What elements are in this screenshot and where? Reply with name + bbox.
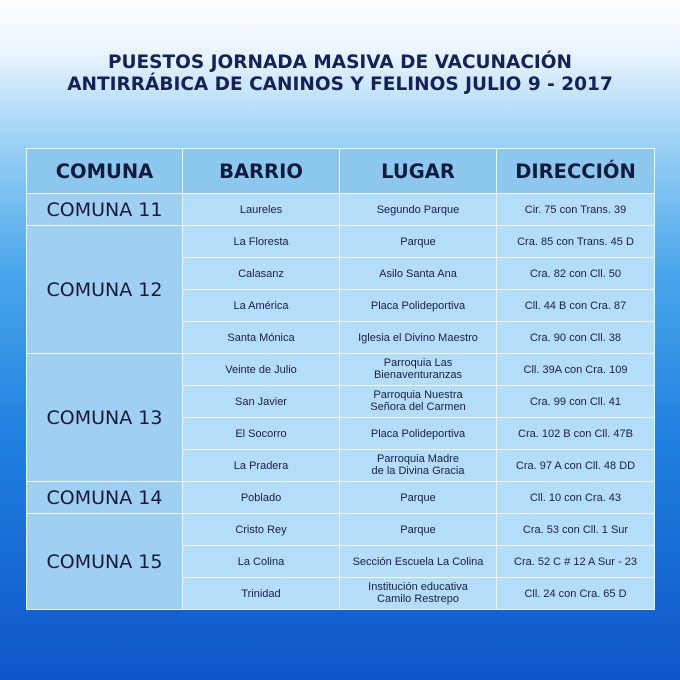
direccion-cell: Cra. 82 con Cll. 50 — [497, 258, 655, 290]
direccion-cell: Cra. 90 con Cll. 38 — [497, 322, 655, 354]
direccion-cell: Cir. 75 con Trans. 39 — [497, 194, 655, 226]
lugar-cell: Segundo Parque — [340, 194, 497, 226]
header-direccion: DIRECCIÓN — [497, 149, 655, 194]
table-row — [27, 194, 655, 226]
barrio-cell: Calasanz — [183, 258, 340, 290]
lugar-cell: Asilo Santa Ana — [340, 258, 497, 290]
lugar-cell: Parque — [340, 514, 497, 546]
direccion-cell: Cra. 85 con Trans. 45 D — [497, 226, 655, 258]
barrio-cell: Cristo Rey — [183, 514, 340, 546]
comuna-cell: COMUNA 12 — [27, 226, 183, 354]
direccion-cell: Cll. 24 con Cra. 65 D — [497, 578, 655, 610]
table-row — [27, 482, 655, 514]
barrio-cell: La Colina — [183, 546, 340, 578]
header-barrio: BARRIO — [183, 149, 340, 194]
lugar-cell: Parroquia Las Bienaventuranzas — [340, 354, 497, 386]
direccion-cell: Cll. 10 con Cra. 43 — [497, 482, 655, 514]
comuna-cell: COMUNA 15 — [27, 514, 183, 610]
barrio-cell: Santa Mónica — [183, 322, 340, 354]
table-row — [27, 226, 655, 258]
title-line-2: ANTIRRÁBICA DE CANINOS Y FELINOS JULIO 9 - 2017 — [67, 74, 613, 95]
table-row — [27, 514, 655, 546]
barrio-cell: Veinte de Julio — [183, 354, 340, 386]
table-header-row — [27, 149, 655, 194]
lugar-cell: Iglesia el Divino Maestro — [340, 322, 497, 354]
direccion-cell: Cra. 52 C # 12 A Sur - 23 — [497, 546, 655, 578]
barrio-cell: La Pradera — [183, 450, 340, 482]
direccion-cell: Cra. 99 con Cll. 41 — [497, 386, 655, 418]
barrio-cell: Poblado — [183, 482, 340, 514]
lugar-cell: Parque — [340, 226, 497, 258]
lugar-cell: Placa Polideportiva — [340, 418, 497, 450]
direccion-cell: Cll. 44 B con Cra. 87 — [497, 290, 655, 322]
lugar-cell: Placa Polideportiva — [340, 290, 497, 322]
barrio-cell: El Socorro — [183, 418, 340, 450]
barrio-cell: San Javier — [183, 386, 340, 418]
lugar-cell: Parroquia Nuestra Señora del Carmen — [340, 386, 497, 418]
barrio-cell: La América — [183, 290, 340, 322]
lugar-cell: Parque — [340, 482, 497, 514]
direccion-cell: Cll. 39A con Cra. 109 — [497, 354, 655, 386]
lugar-cell: Parroquia Madre de la Divina Gracia — [340, 450, 497, 482]
header-comuna: COMUNA — [27, 149, 183, 194]
comuna-cell: COMUNA 11 — [27, 194, 183, 226]
direccion-cell: Cra. 53 con Cll. 1 Sur — [497, 514, 655, 546]
title-line-1: PUESTOS JORNADA MASIVA DE VACUNACIÓN — [107, 52, 573, 73]
table-row — [27, 354, 655, 386]
page-title — [0, 52, 680, 96]
header-lugar: LUGAR — [340, 149, 497, 194]
lugar-cell: Institución educativa Camilo Restrepo — [340, 578, 497, 610]
direccion-cell: Cra. 102 B con Cll. 47B — [497, 418, 655, 450]
lugar-cell: Sección Escuela La Colina — [340, 546, 497, 578]
direccion-cell: Cra. 97 A con Cll. 48 DD — [497, 450, 655, 482]
comuna-cell: COMUNA 14 — [27, 482, 183, 514]
barrio-cell: Laureles — [183, 194, 340, 226]
vaccination-table — [26, 148, 655, 610]
comuna-cell: COMUNA 13 — [27, 354, 183, 482]
barrio-cell: La Floresta — [183, 226, 340, 258]
barrio-cell: Trinidad — [183, 578, 340, 610]
